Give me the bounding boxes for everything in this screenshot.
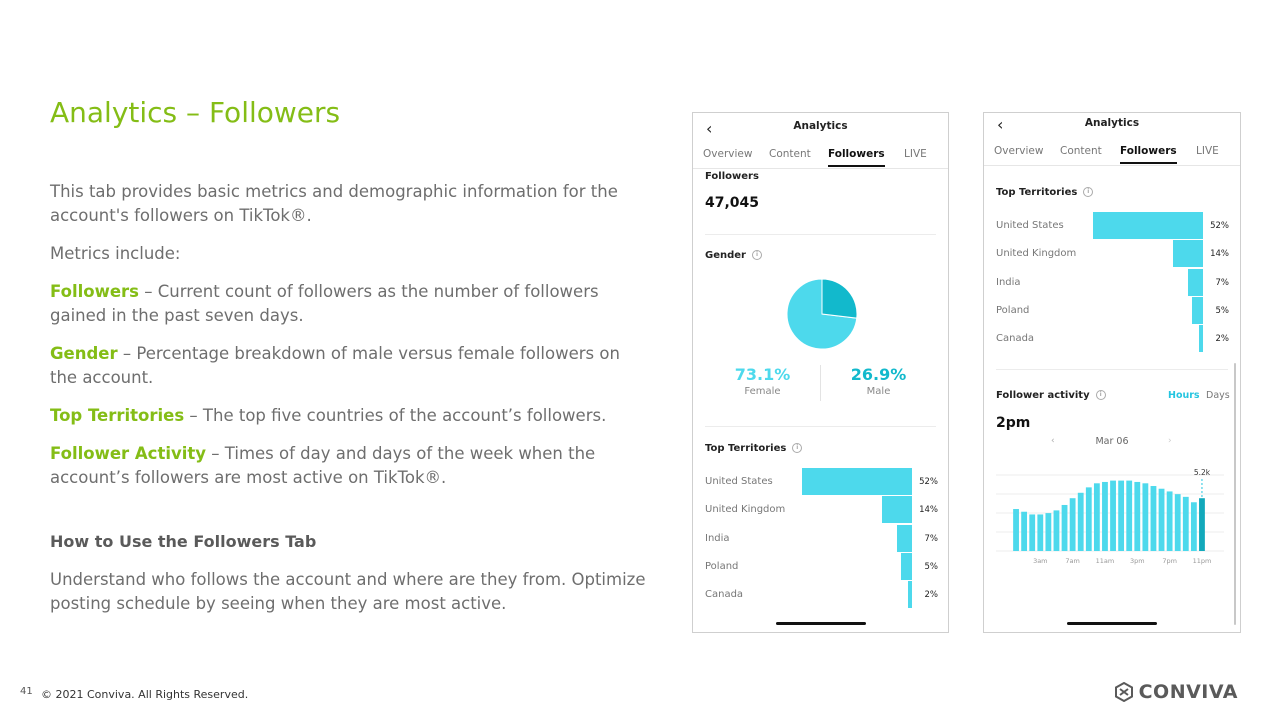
info-icon[interactable]: i xyxy=(752,250,762,260)
home-indicator xyxy=(1067,622,1157,625)
intro-text: This tab provides basic metrics and demographic information for the account's followers on TikTok®. xyxy=(50,182,618,225)
logo-text: CONVIVA xyxy=(1138,681,1238,703)
page-number: 41 xyxy=(20,686,33,697)
metric-desc: – Percentage breakdown of male versus female followers on the account. xyxy=(50,344,620,387)
activity-bar[interactable] xyxy=(1199,498,1205,551)
activity-bar[interactable] xyxy=(1013,509,1019,551)
metric-gender xyxy=(50,342,650,390)
x-tick-label: 3pm xyxy=(1129,557,1145,565)
territory-name: Poland xyxy=(705,560,739,572)
activity-bar[interactable] xyxy=(1159,489,1165,551)
territory-pct: 14% xyxy=(1210,249,1229,260)
info-icon[interactable]: i xyxy=(1083,187,1093,197)
territory-name: United States xyxy=(996,220,1064,231)
x-tick-label: 11pm xyxy=(1192,557,1212,565)
info-icon[interactable]: i xyxy=(792,443,802,453)
followers-label: Followers xyxy=(705,171,759,182)
phone-screenshot-followers xyxy=(692,112,949,633)
phone-screenshot-activity xyxy=(983,112,1241,633)
territory-bar xyxy=(1199,325,1203,352)
activity-bar[interactable] xyxy=(1183,497,1189,551)
territory-pct: 14% xyxy=(919,505,938,516)
territory-pct: 5% xyxy=(1215,305,1229,316)
territory-name: United Kingdom xyxy=(996,248,1077,260)
conviva-logo-icon xyxy=(1114,682,1134,702)
metric-desc: – Times of day and days of the week when the account’s followers are most active on TikTok®. xyxy=(50,444,596,487)
territory-name: United States xyxy=(705,476,773,487)
days-toggle[interactable]: Days xyxy=(1206,390,1230,401)
phone-header-title: Analytics xyxy=(793,120,848,132)
activity-bar[interactable] xyxy=(1029,514,1035,551)
x-tick-label: 3am xyxy=(1033,557,1048,565)
tab-live[interactable]: LIVE xyxy=(1196,145,1219,157)
back-chevron-icon[interactable]: ‹ xyxy=(706,119,713,138)
stat-divider xyxy=(820,365,821,401)
conviva-logo xyxy=(1114,681,1238,703)
analytics-tabs xyxy=(984,139,1240,166)
activity-bar[interactable] xyxy=(1126,481,1132,551)
gender-label-text: Gender xyxy=(705,250,746,261)
gender-label xyxy=(705,250,762,261)
tab-overview[interactable]: Overview xyxy=(994,145,1044,157)
tab-followers[interactable]: Followers xyxy=(828,148,885,167)
back-chevron-icon[interactable]: ‹ xyxy=(997,115,1004,134)
date-label: Mar 06 xyxy=(1095,436,1129,447)
divider xyxy=(705,426,936,427)
territory-pct: 2% xyxy=(1215,334,1229,345)
selected-time: 2pm xyxy=(996,415,1031,431)
territory-bar xyxy=(908,581,912,608)
activity-bar[interactable] xyxy=(1110,481,1116,551)
female-stat xyxy=(715,365,810,397)
activity-bar[interactable] xyxy=(1078,493,1084,551)
activity-bar[interactable] xyxy=(1021,512,1027,551)
activity-bar[interactable] xyxy=(1070,498,1076,551)
followers-count: 47,045 xyxy=(705,195,760,211)
top-territories-label xyxy=(996,187,1093,198)
activity-bar[interactable] xyxy=(1037,514,1043,551)
metric-activity xyxy=(50,442,650,490)
metric-term: Top Territories xyxy=(50,406,185,425)
territory-bar xyxy=(882,496,912,523)
territory-bar xyxy=(897,525,912,552)
territory-pct: 7% xyxy=(1215,277,1229,288)
scroll-indicator[interactable] xyxy=(1234,363,1236,625)
home-indicator xyxy=(776,622,866,625)
territory-pct: 5% xyxy=(924,561,938,572)
follower-activity-label-text: Follower activity xyxy=(996,390,1090,401)
activity-bar[interactable] xyxy=(1045,513,1051,551)
peak-annotation: 5.2k xyxy=(1193,468,1211,477)
divider xyxy=(705,234,936,235)
tab-content[interactable]: Content xyxy=(769,148,811,160)
slide-title: Analytics – Followers xyxy=(50,96,341,129)
metric-desc: – Current count of followers as the number of followers gained in the past seven days. xyxy=(50,282,599,325)
metric-term: Gender xyxy=(50,344,118,363)
territory-name: Canada xyxy=(996,333,1035,345)
pie-slice-male xyxy=(822,279,857,318)
activity-bar[interactable] xyxy=(1086,487,1092,551)
activity-bar[interactable] xyxy=(1191,502,1197,551)
metrics-intro: Metrics include: xyxy=(50,244,181,263)
top-territories-label-text: Top Territories xyxy=(996,187,1078,198)
tab-followers[interactable]: Followers xyxy=(1120,145,1177,164)
x-tick-label: 7pm xyxy=(1162,557,1177,565)
territory-pct: 52% xyxy=(919,477,938,487)
territory-name: India xyxy=(996,276,1021,288)
phone-header-title: Analytics xyxy=(1084,117,1140,129)
territory-pct: 7% xyxy=(924,533,938,544)
metric-desc: – The top five countries of the account’s followers. xyxy=(184,406,607,425)
territory-bar xyxy=(901,553,912,580)
male-label: Male xyxy=(866,386,891,397)
activity-bar[interactable] xyxy=(1134,482,1140,551)
activity-bar[interactable] xyxy=(1167,491,1173,551)
activity-bar[interactable] xyxy=(1094,483,1100,551)
territory-bar xyxy=(1093,212,1203,239)
territory-bar xyxy=(1173,240,1203,267)
territory-pct: 2% xyxy=(924,590,938,601)
territory-name: Canada xyxy=(705,589,744,601)
gender-pie-chart xyxy=(787,279,857,349)
metric-term: Followers xyxy=(50,282,139,301)
territory-bar xyxy=(1188,269,1203,296)
follower-activity-chart xyxy=(984,461,1240,571)
territory-name: Poland xyxy=(996,304,1030,316)
top-territories-label xyxy=(705,443,802,454)
territory-bar xyxy=(802,468,912,495)
info-icon[interactable]: i xyxy=(1096,390,1106,400)
x-tick-label: 7am xyxy=(1065,557,1080,565)
activity-bar[interactable] xyxy=(1142,483,1148,551)
territory-bar xyxy=(1192,297,1203,324)
next-date-chevron-icon[interactable]: › xyxy=(1168,436,1172,446)
slide-body xyxy=(50,180,650,616)
metric-territories xyxy=(50,404,650,428)
hours-toggle[interactable]: Hours xyxy=(1168,390,1200,401)
analytics-tabs xyxy=(693,142,948,169)
activity-bar[interactable] xyxy=(1118,481,1124,551)
howto-title: How to Use the Followers Tab xyxy=(50,532,317,551)
tab-overview[interactable]: Overview xyxy=(703,148,753,160)
male-pct: 26.9% xyxy=(850,365,907,384)
metric-term: Follower Activity xyxy=(50,444,207,463)
female-pct: 73.1% xyxy=(734,365,791,384)
activity-bar[interactable] xyxy=(1175,494,1181,551)
metric-followers xyxy=(50,280,650,328)
activity-bar[interactable] xyxy=(1102,482,1108,551)
howto-text: Understand who follows the account and where are they from. Optimize posting schedule by seeing when they are most active. xyxy=(50,570,646,613)
territory-pct: 52% xyxy=(1210,221,1229,231)
tab-content[interactable]: Content xyxy=(1060,145,1102,157)
activity-bar[interactable] xyxy=(1054,510,1060,551)
activity-bar[interactable] xyxy=(1151,486,1157,551)
female-label: Female xyxy=(744,386,781,397)
male-stat xyxy=(831,365,926,397)
top-territories-label-text: Top Territories xyxy=(705,443,787,454)
divider xyxy=(996,369,1228,370)
x-tick-label: 11am xyxy=(1095,557,1115,565)
prev-date-chevron-icon[interactable]: ‹ xyxy=(1051,436,1055,446)
activity-bar[interactable] xyxy=(1062,505,1068,551)
copyright: © 2021 Conviva. All Rights Reserved. xyxy=(41,688,249,701)
territory-name: India xyxy=(705,532,730,544)
follower-activity-label xyxy=(996,390,1106,401)
territory-name: United Kingdom xyxy=(705,504,786,516)
tab-live[interactable]: LIVE xyxy=(904,148,927,160)
